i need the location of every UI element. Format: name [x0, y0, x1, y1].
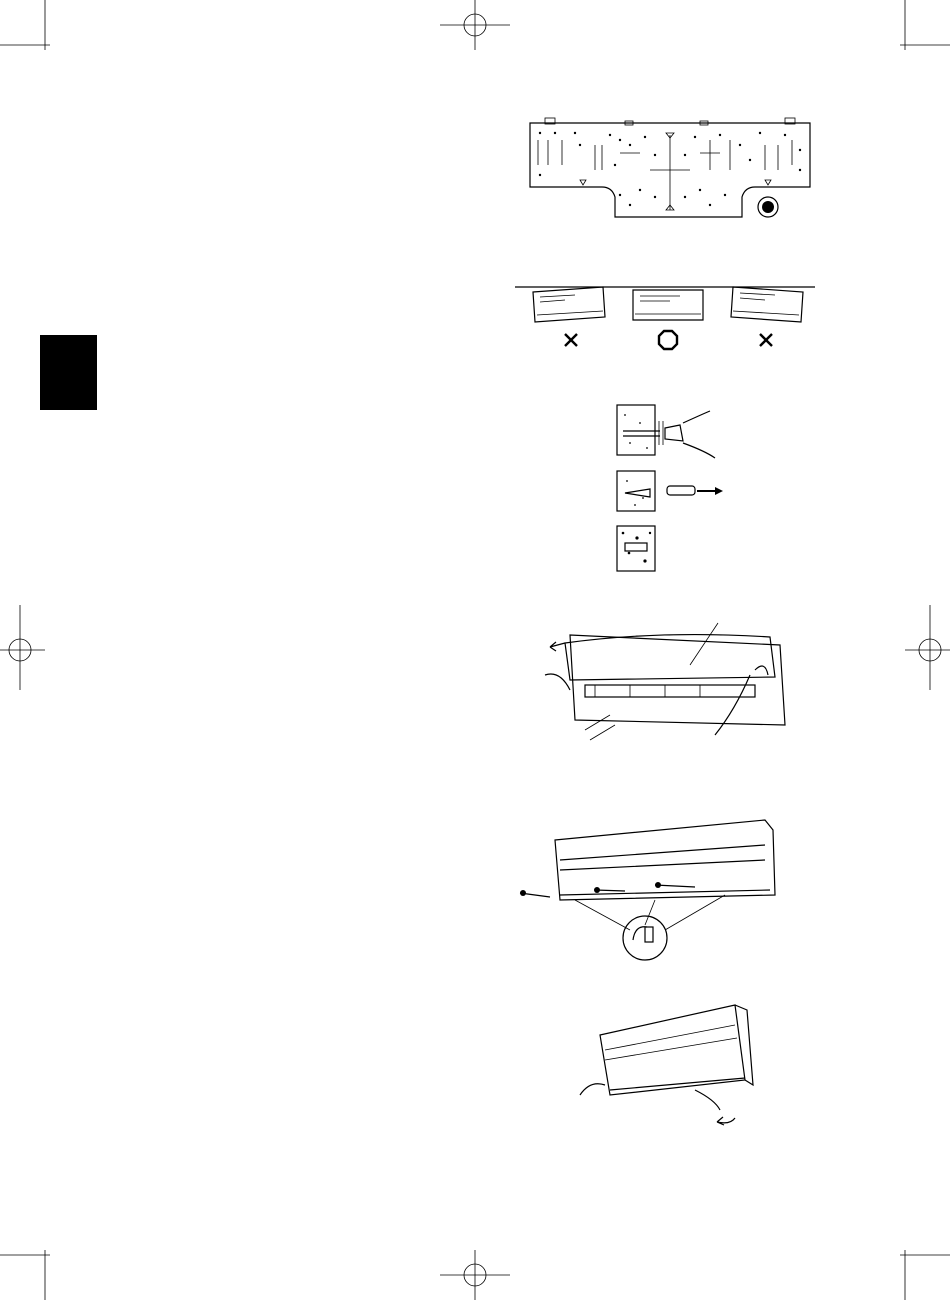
section-tab: [40, 335, 97, 410]
installation-plate-diagram: [520, 115, 820, 225]
screw-removal-diagram: [515, 815, 785, 965]
grille-removal-diagram: [540, 615, 800, 745]
unit-mounting-diagram: [575, 1000, 765, 1130]
level-check-diagram: [515, 282, 825, 357]
correct-mark: [659, 331, 677, 349]
wall-drilling-diagram: [615, 403, 745, 578]
